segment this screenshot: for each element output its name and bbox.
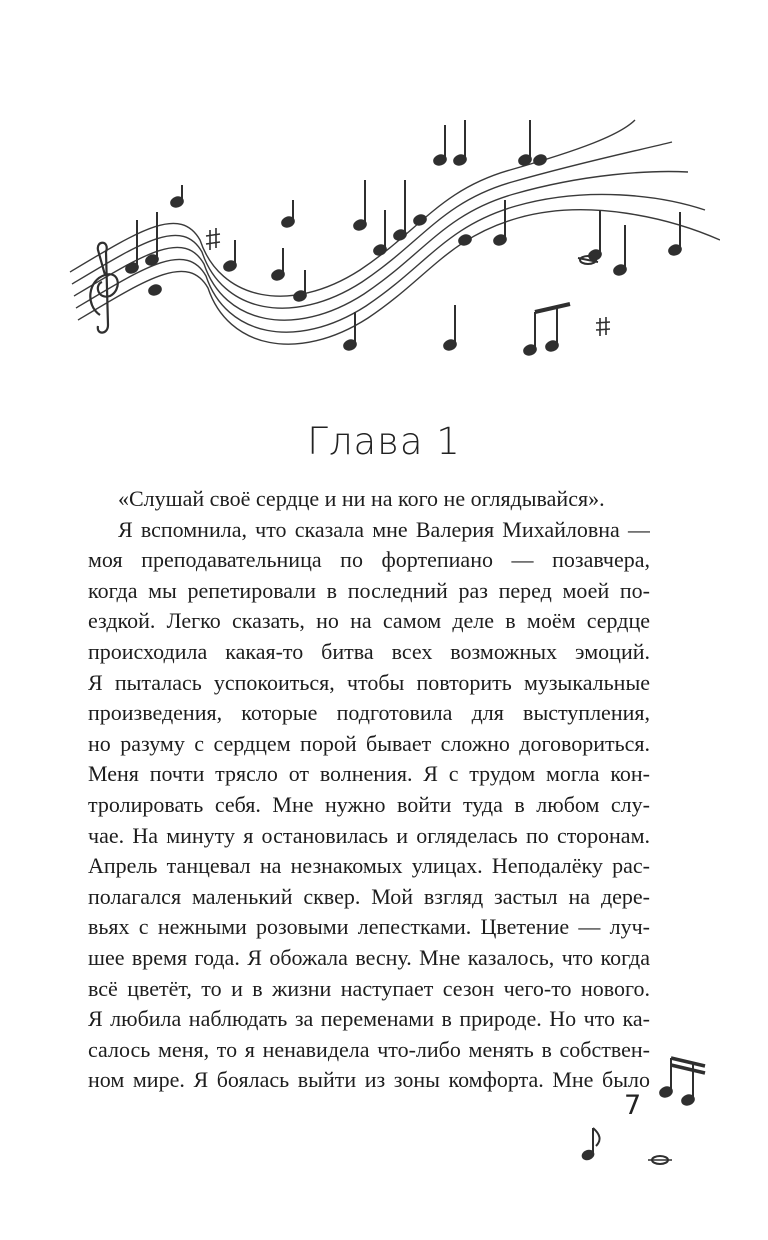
text-line: Я пыталась успокоиться, чтобы повторить музыкальные [88,669,650,695]
text-line: ездкой. Легко сказать, но на самом деле в моём сердце [88,608,650,634]
text-line: чае. На минуту я остановилась и огляделась по сторонам. [88,822,650,848]
chapter-title: Глава 1 [307,420,461,463]
text-line: полагался маленький сквер. Мой взгляд застыл на дере- [88,883,650,909]
text-line: всё цветёт, то и в жизни наступает сезон чего-то нового. [88,975,650,1001]
text-line: происходила какая-то битва всех возможных эмоций. [88,638,650,664]
text-line: салось меня, то я ненавидела что-либо менять в собствен- [88,1036,650,1062]
music-notes [90,120,682,356]
text-line: моя преподавательница по фортепиано — позавчера, [88,547,650,573]
text-line: шее время года. Я обожала весну. Мне казалось, что когда [88,944,650,970]
body-text [88,484,650,1096]
text-line: Я вспомнила, что сказала мне Валерия Михайловна — [118,516,650,542]
page-number: 7 [624,1090,642,1121]
text-line: вьях с нежными розовыми лепестками. Цветение — луч- [88,914,650,940]
text-line: Я любила наблюдать за переменами в природе. Но что ка- [88,1006,650,1032]
text-line: тролировать себя. Мне нужно войти туда в любом слу- [88,791,650,817]
text-line: произведения, которые подготовила для выступления, [88,700,650,726]
text-line: «Слушай своё сердце и ни на кого не оглядывайся». [118,486,605,511]
music-staff-illustration [60,100,720,390]
music-notes-illustration [570,1050,720,1180]
text-line: ном мире. Я боялась выйти из зоны комфорта. Мне было [88,1067,650,1093]
text-line: Апрель танцевал на незнакомых улицах. Неподалёку рас- [88,853,650,879]
text-line: но разуму с сердцем порой бывает сложно договориться. [88,730,650,756]
text-line: когда мы репетировали в последний раз перед моей по- [88,577,650,603]
sharp-signs [206,228,610,336]
text-line: Меня почти трясло от волнения. Я с трудом могла кон- [88,761,650,787]
